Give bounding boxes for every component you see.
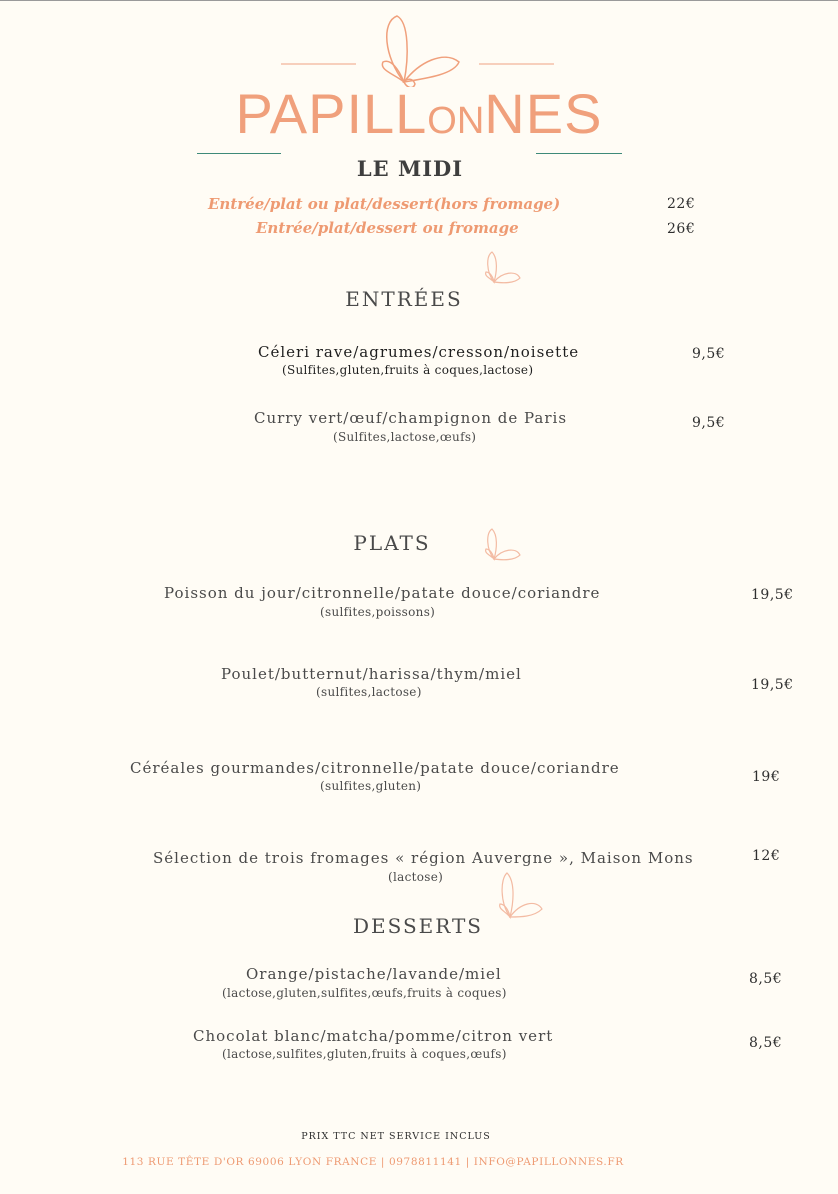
formula-1-price: 22€ <box>667 196 696 212</box>
brand-name-part2: ON <box>427 100 485 142</box>
dessert-2-allergens: (lactose,sulfites,gluten,fruits à coques,œufs) <box>222 1047 507 1061</box>
butterfly-logo-icon <box>279 12 559 87</box>
formula-2-price: 26€ <box>667 221 696 237</box>
plats-title: PLATS <box>353 531 431 555</box>
plat-1-name: Poisson du jour/citronnelle/patate douce/coriandre <box>164 584 601 602</box>
logo-rule-left <box>197 153 281 154</box>
plat-2-allergens: (sulfites,lactose) <box>316 685 422 699</box>
plat-4-name: Sélection de trois fromages « région Auvergne », Maison Mons <box>153 849 694 867</box>
plat-2-name: Poulet/butternut/harissa/thym/miel <box>221 665 522 683</box>
dessert-2-price: 8,5€ <box>749 1035 783 1051</box>
entree-1-price: 9,5€ <box>692 346 726 362</box>
dessert-1-name: Orange/pistache/lavande/miel <box>246 965 502 983</box>
dessert-1-price: 8,5€ <box>749 971 783 987</box>
entree-2-price: 9,5€ <box>692 415 726 431</box>
formula-1-label: Entrée/plat ou plat/dessert(hors fromage) <box>208 195 561 213</box>
footer-price-note: PRIX TTC NET SERVICE INCLUS <box>301 1131 491 1142</box>
butterfly-ornament-icon <box>480 527 524 565</box>
plat-3-price: 19€ <box>752 769 781 785</box>
plat-3-allergens: (sulfites,gluten) <box>320 779 422 793</box>
dessert-1-allergens: (lactose,gluten,sulfites,œufs,fruits à coques) <box>222 986 507 1000</box>
entree-2-allergens: (Sulfites,lactose,œufs) <box>333 430 477 444</box>
plat-1-allergens: (sulfites,poissons) <box>320 605 436 619</box>
plat-4-allergens: (lactose) <box>388 870 444 884</box>
brand-name-part3: NES <box>484 82 603 145</box>
footer-contact: 113 RUE TÊTE D'OR 69006 LYON FRANCE | 0978811141 | INFO@PAPILLONNES.FR <box>122 1156 624 1168</box>
butterfly-ornament-icon <box>482 250 524 288</box>
entree-1-allergens: (Sulfites,gluten,fruits à coques,lactose) <box>282 363 534 377</box>
brand-name-part1: PAPILL <box>235 82 428 145</box>
entrees-title: ENTRÉES <box>345 287 463 311</box>
formula-2-label: Entrée/plat/dessert ou fromage <box>256 219 519 237</box>
dessert-2-name: Chocolat blanc/matcha/pomme/citron vert <box>193 1027 554 1045</box>
top-border <box>0 0 838 1</box>
logo-rule-right <box>536 153 622 154</box>
plat-1-price: 19,5€ <box>751 587 794 603</box>
entree-1-name: Céleri rave/agrumes/cresson/noisette <box>258 343 580 361</box>
plat-3-name: Céréales gourmandes/citronnelle/patate douce/coriandre <box>130 759 620 777</box>
midi-title: LE MIDI <box>356 156 464 181</box>
entree-2-name: Curry vert/œuf/champignon de Paris <box>254 409 568 427</box>
plat-4-price: 12€ <box>752 848 781 864</box>
desserts-title: DESSERTS <box>352 914 484 938</box>
brand-logo <box>0 82 838 145</box>
plat-2-price: 19,5€ <box>751 677 794 693</box>
